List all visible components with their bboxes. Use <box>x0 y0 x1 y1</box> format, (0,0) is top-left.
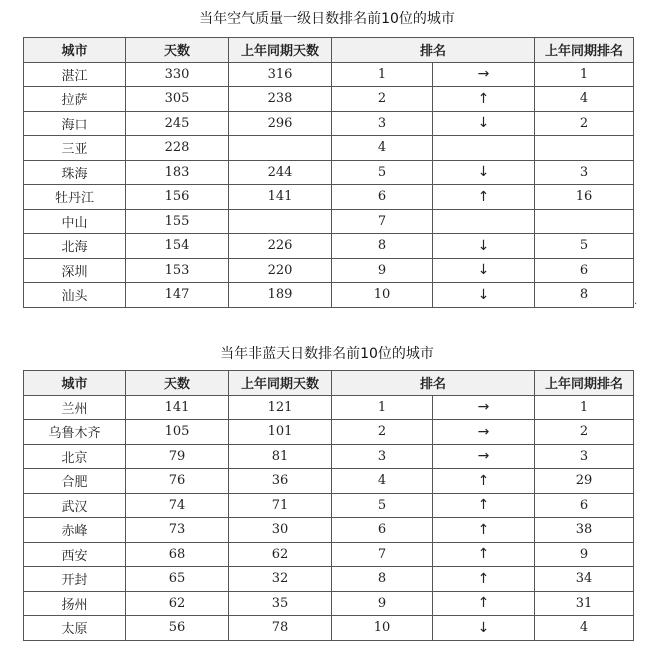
trend-arrow: ↑ <box>433 518 535 543</box>
days-cell: 105 <box>126 420 229 445</box>
table-row <box>24 111 634 136</box>
prev-rank-cell: 2 <box>535 111 634 136</box>
table-row <box>24 469 634 494</box>
trend-arrow: ↑ <box>433 591 535 616</box>
table-row <box>24 160 634 185</box>
rank-cell: 10 <box>332 616 433 641</box>
prev-days-cell: 36 <box>229 469 332 494</box>
prev-rank-cell: 4 <box>535 616 634 641</box>
stray-mark: . <box>634 296 638 307</box>
prev-rank-cell: 38 <box>535 518 634 543</box>
prev-rank-cell: 8 <box>535 283 634 308</box>
table-row <box>24 591 634 616</box>
rank-cell: 10 <box>332 283 433 308</box>
header-rank: 排名 <box>332 38 535 63</box>
city-cell: 海口 <box>24 111 126 136</box>
table-row <box>24 542 634 567</box>
days-cell: 305 <box>126 87 229 112</box>
prev-days-cell: 238 <box>229 87 332 112</box>
prev-rank-cell: 2 <box>535 420 634 445</box>
prev-rank-cell: 6 <box>535 493 634 518</box>
trend-arrow: ↓ <box>433 616 535 641</box>
header-prev-rank: 上年同期排名 <box>535 371 634 396</box>
table1-title: 当年空气质量一级日数排名前10位的城市 <box>199 11 455 27</box>
table-row <box>24 209 634 234</box>
days-cell: 56 <box>126 616 229 641</box>
table-row <box>24 234 634 259</box>
trend-arrow <box>433 209 535 234</box>
rank-cell: 9 <box>332 258 433 283</box>
rank-cell: 3 <box>332 111 433 136</box>
days-cell: 76 <box>126 469 229 494</box>
prev-rank-cell: 6 <box>535 258 634 283</box>
city-cell: 兰州 <box>24 395 126 420</box>
trend-arrow: ↑ <box>433 567 535 592</box>
prev-days-cell: 101 <box>229 420 332 445</box>
city-cell: 西安 <box>24 542 126 567</box>
non-blue-sky-table <box>23 370 634 641</box>
rank-cell: 2 <box>332 87 433 112</box>
table-row <box>24 420 634 445</box>
city-cell: 扬州 <box>24 591 126 616</box>
prev-rank-cell <box>535 136 634 161</box>
trend-arrow: → <box>433 62 535 87</box>
city-cell: 太原 <box>24 616 126 641</box>
trend-arrow: ↑ <box>433 493 535 518</box>
trend-arrow: ↓ <box>433 111 535 136</box>
prev-days-cell: 35 <box>229 591 332 616</box>
city-cell: 合肥 <box>24 469 126 494</box>
city-cell: 拉萨 <box>24 87 126 112</box>
header-city: 城市 <box>24 38 126 63</box>
table-row <box>24 185 634 210</box>
rank-cell: 6 <box>332 185 433 210</box>
table-row <box>24 493 634 518</box>
prev-days-cell: 226 <box>229 234 332 259</box>
days-cell: 245 <box>126 111 229 136</box>
header-prev-rank: 上年同期排名 <box>535 38 634 63</box>
trend-arrow: ↑ <box>433 542 535 567</box>
rank-cell: 8 <box>332 567 433 592</box>
prev-rank-cell: 34 <box>535 567 634 592</box>
trend-arrow: ↑ <box>433 185 535 210</box>
city-cell: 北京 <box>24 444 126 469</box>
prev-rank-cell: 3 <box>535 444 634 469</box>
city-cell: 三亚 <box>24 136 126 161</box>
city-cell: 汕头 <box>24 283 126 308</box>
days-cell: 154 <box>126 234 229 259</box>
prev-days-cell: 30 <box>229 518 332 543</box>
trend-arrow: ↓ <box>433 258 535 283</box>
table-row <box>24 518 634 543</box>
days-cell: 183 <box>126 160 229 185</box>
days-cell: 73 <box>126 518 229 543</box>
header-rank: 排名 <box>332 371 535 396</box>
trend-arrow: ↓ <box>433 160 535 185</box>
city-cell: 北海 <box>24 234 126 259</box>
prev-days-cell: 141 <box>229 185 332 210</box>
city-cell: 深圳 <box>24 258 126 283</box>
table2-title: 当年非蓝天日数排名前10位的城市 <box>220 346 434 362</box>
days-cell: 79 <box>126 444 229 469</box>
rank-cell: 1 <box>332 395 433 420</box>
city-cell: 中山 <box>24 209 126 234</box>
rank-cell: 3 <box>332 444 433 469</box>
rank-cell: 7 <box>332 542 433 567</box>
table-row <box>24 616 634 641</box>
prev-days-cell: 71 <box>229 493 332 518</box>
prev-rank-cell: 29 <box>535 469 634 494</box>
header-city: 城市 <box>24 371 126 396</box>
trend-arrow: → <box>433 420 535 445</box>
trend-arrow: ↑ <box>433 87 535 112</box>
rank-cell: 6 <box>332 518 433 543</box>
city-cell: 武汉 <box>24 493 126 518</box>
trend-arrow <box>433 136 535 161</box>
prev-rank-cell: 3 <box>535 160 634 185</box>
table-row <box>24 136 634 161</box>
days-cell: 62 <box>126 591 229 616</box>
city-cell: 牡丹江 <box>24 185 126 210</box>
table-row <box>24 567 634 592</box>
header-row <box>24 371 634 396</box>
days-cell: 147 <box>126 283 229 308</box>
prev-rank-cell: 9 <box>535 542 634 567</box>
rank-cell: 2 <box>332 420 433 445</box>
table-row <box>24 395 634 420</box>
prev-days-cell: 296 <box>229 111 332 136</box>
prev-rank-cell: 4 <box>535 87 634 112</box>
rank-cell: 4 <box>332 469 433 494</box>
city-cell: 乌鲁木齐 <box>24 420 126 445</box>
header-days: 天数 <box>126 371 229 396</box>
prev-rank-cell: 31 <box>535 591 634 616</box>
rank-cell: 4 <box>332 136 433 161</box>
prev-days-cell: 244 <box>229 160 332 185</box>
prev-days-cell: 81 <box>229 444 332 469</box>
header-days: 天数 <box>126 38 229 63</box>
air-quality-table <box>23 37 634 308</box>
days-cell: 228 <box>126 136 229 161</box>
prev-days-cell: 121 <box>229 395 332 420</box>
city-cell: 珠海 <box>24 160 126 185</box>
rank-cell: 1 <box>332 62 433 87</box>
prev-rank-cell <box>535 209 634 234</box>
table-row <box>24 62 634 87</box>
table-row <box>24 258 634 283</box>
days-cell: 330 <box>126 62 229 87</box>
rank-cell: 8 <box>332 234 433 259</box>
table-row <box>24 444 634 469</box>
city-cell: 开封 <box>24 567 126 592</box>
prev-days-cell: 220 <box>229 258 332 283</box>
prev-days-cell: 316 <box>229 62 332 87</box>
city-cell: 赤峰 <box>24 518 126 543</box>
table-row <box>24 283 634 308</box>
rank-cell: 9 <box>332 591 433 616</box>
prev-days-cell <box>229 136 332 161</box>
prev-days-cell: 78 <box>229 616 332 641</box>
trend-arrow: → <box>433 444 535 469</box>
prev-days-cell: 189 <box>229 283 332 308</box>
days-cell: 155 <box>126 209 229 234</box>
trend-arrow: ↓ <box>433 234 535 259</box>
days-cell: 141 <box>126 395 229 420</box>
days-cell: 68 <box>126 542 229 567</box>
days-cell: 153 <box>126 258 229 283</box>
prev-days-cell: 32 <box>229 567 332 592</box>
header-prev-days: 上年同期天数 <box>229 38 332 63</box>
days-cell: 156 <box>126 185 229 210</box>
prev-days-cell: 62 <box>229 542 332 567</box>
city-cell: 湛江 <box>24 62 126 87</box>
prev-rank-cell: 1 <box>535 62 634 87</box>
table-row <box>24 87 634 112</box>
header-row <box>24 38 634 63</box>
rank-cell: 7 <box>332 209 433 234</box>
trend-arrow: ↑ <box>433 469 535 494</box>
trend-arrow: → <box>433 395 535 420</box>
prev-rank-cell: 1 <box>535 395 634 420</box>
prev-rank-cell: 5 <box>535 234 634 259</box>
trend-arrow: ↓ <box>433 283 535 308</box>
prev-rank-cell: 16 <box>535 185 634 210</box>
prev-days-cell <box>229 209 332 234</box>
header-prev-days: 上年同期天数 <box>229 371 332 396</box>
rank-cell: 5 <box>332 160 433 185</box>
rank-cell: 5 <box>332 493 433 518</box>
days-cell: 74 <box>126 493 229 518</box>
days-cell: 65 <box>126 567 229 592</box>
